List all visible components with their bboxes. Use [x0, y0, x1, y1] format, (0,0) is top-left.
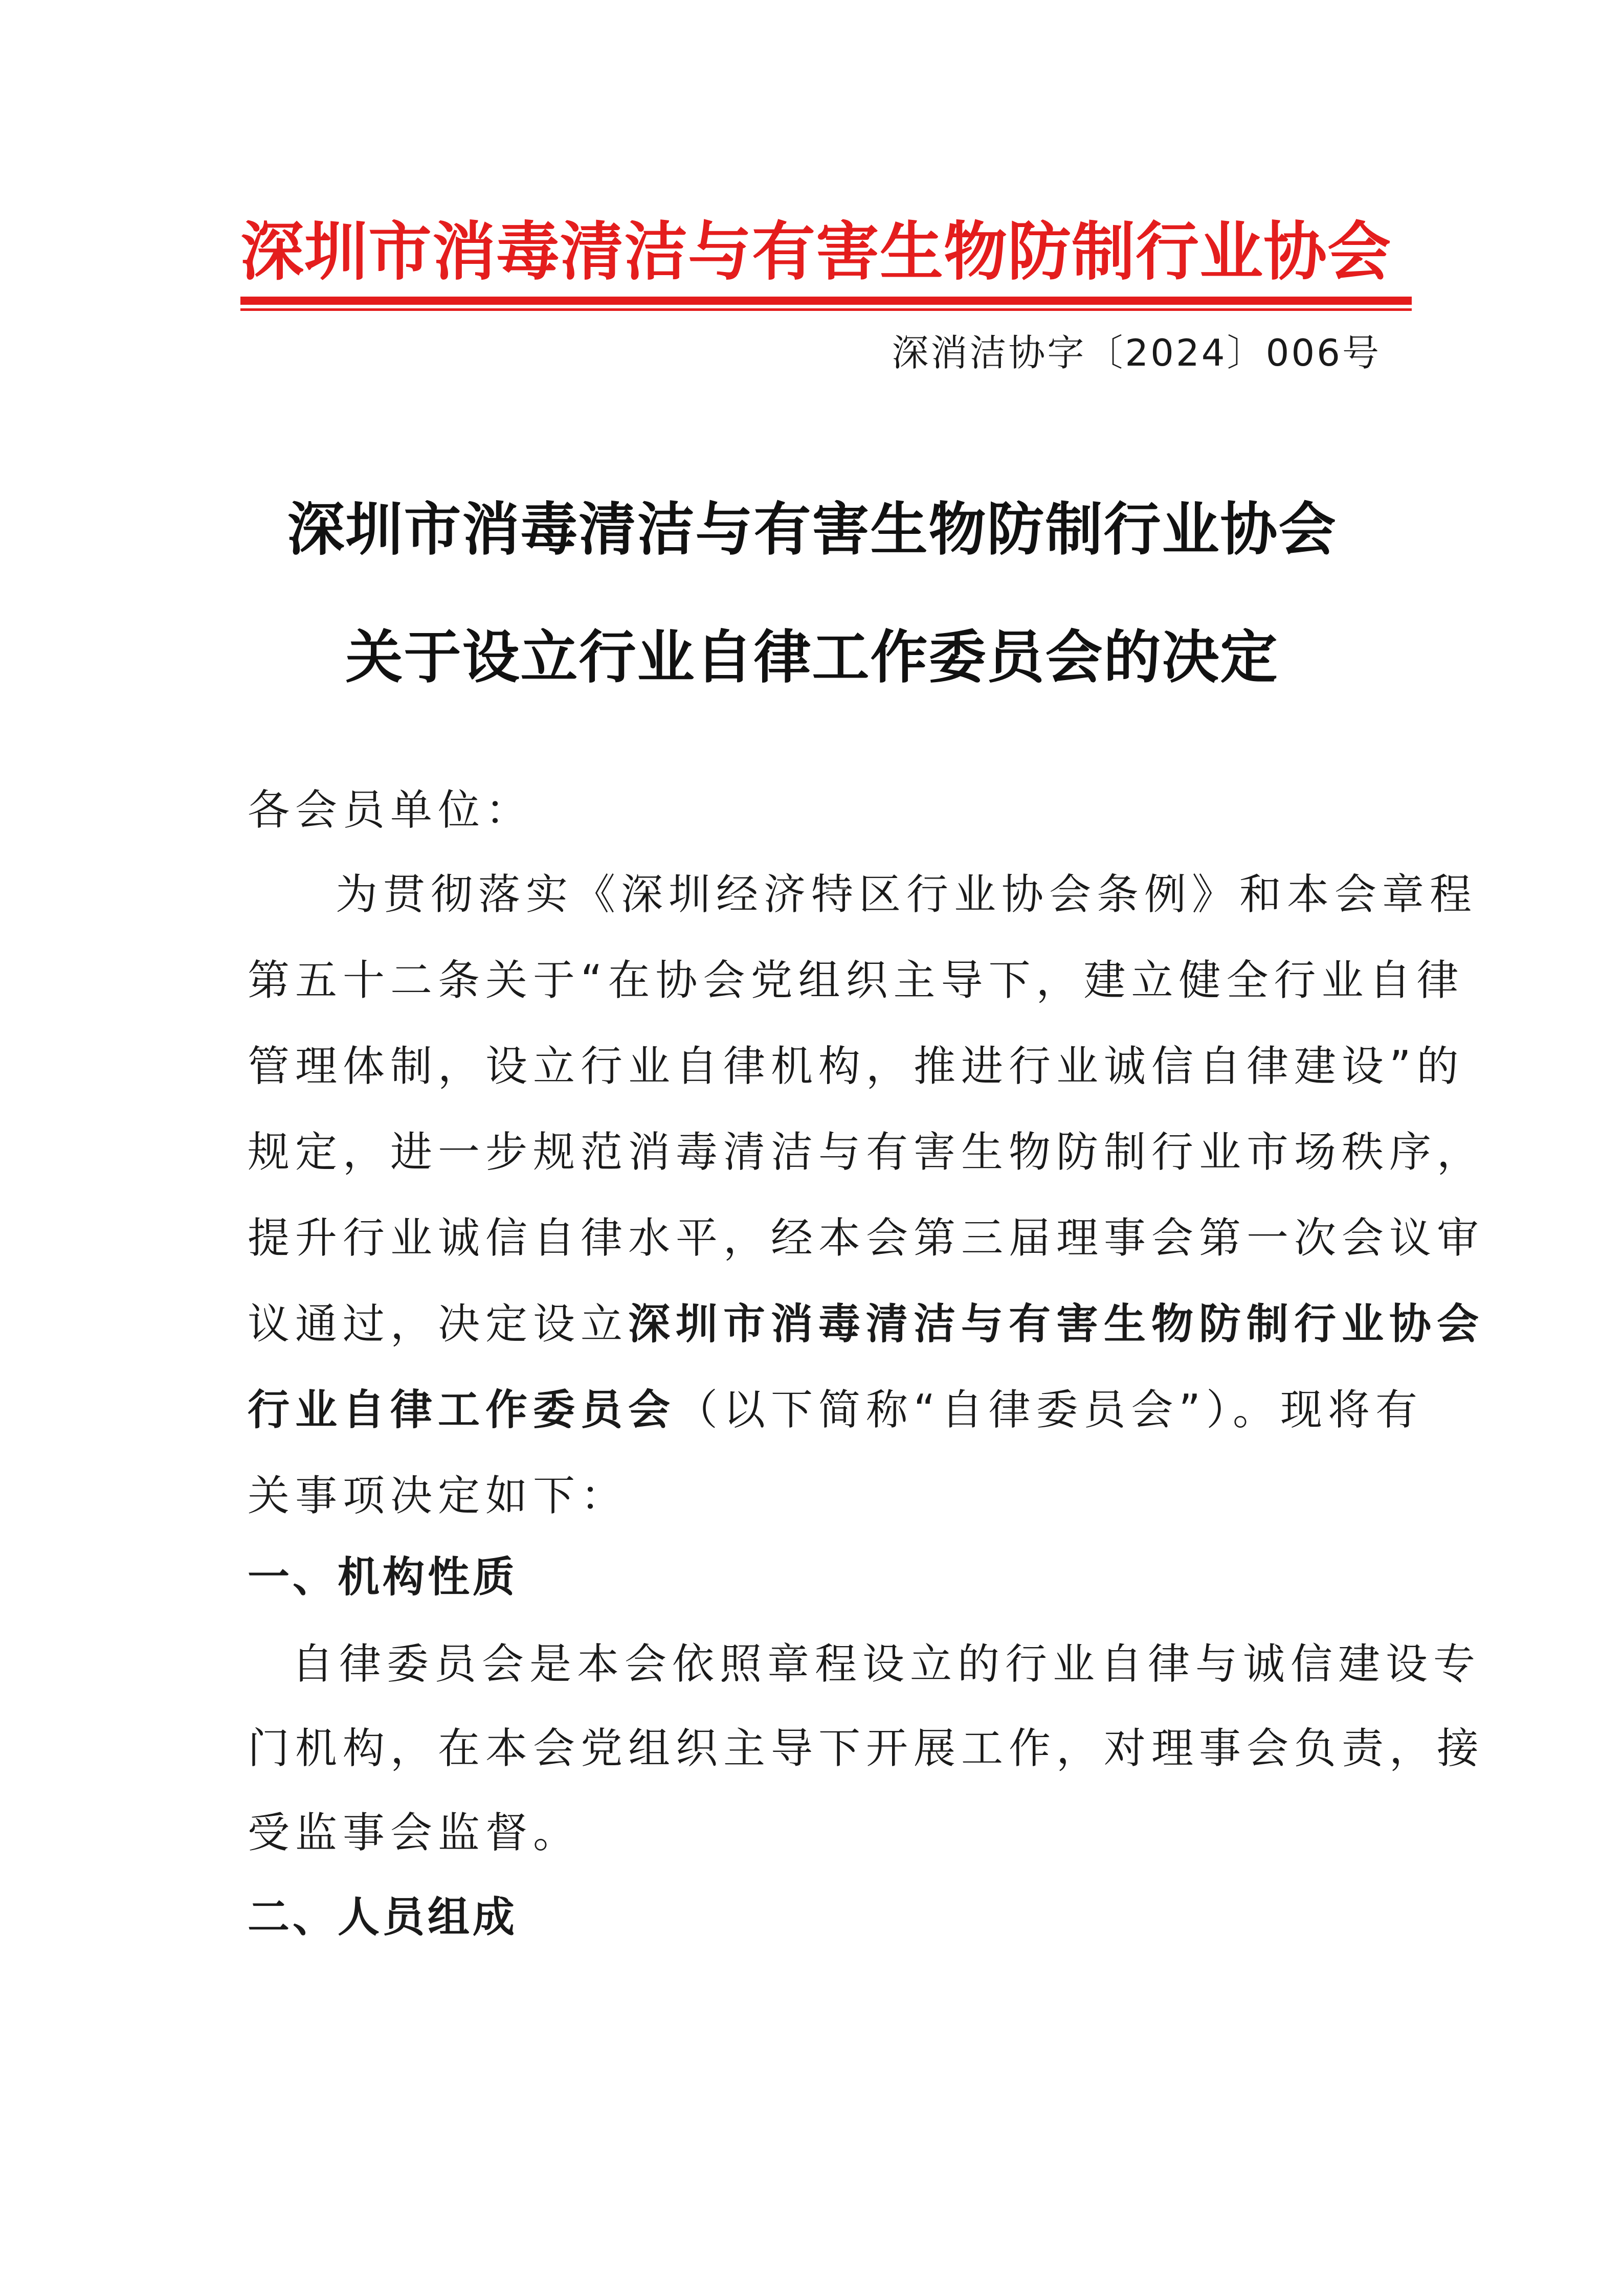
section-1-line: 受监事会监督。 [248, 1809, 581, 1857]
paragraph-1-text: （以下简称“自律委员会”）。现将有 [676, 1386, 1423, 1434]
paragraph-1-line: 第五十二条关于“在协会党组织主导下，建立健全行业自律 [248, 956, 1464, 1005]
headline-line-1: 深圳市消毒清洁与有害生物防制行业协会 [287, 496, 1337, 563]
letterhead-red-rule [240, 297, 1412, 305]
headline-line-2: 关于设立行业自律工作委员会的决定 [345, 624, 1279, 691]
salutation: 各会员单位： [248, 786, 533, 835]
letterhead-organization: 深圳市消毒清洁与有害生物防制行业协会 [240, 215, 1392, 289]
section-1-line: 门机构，在本会党组织主导下开展工作，对理事会负责，接 [248, 1724, 1485, 1773]
letterhead-red-rule-thin [240, 308, 1412, 311]
paragraph-1-line [248, 1382, 1423, 1438]
paragraph-1-line: 规定，进一步规范消毒清洁与有害生物防制行业市场秩序， [248, 1128, 1485, 1177]
paragraph-1-line: 提升行业诚信自律水平，经本会第三届理事会第一次会议审 [248, 1214, 1485, 1263]
committee-name-bold: 行业自律工作委员会 [248, 1386, 676, 1434]
paragraph-1-line: 为贯彻落实《深圳经济特区行业协会条例》和本会章程 [336, 870, 1478, 919]
paragraph-1-line: 关事项决定如下： [248, 1472, 629, 1520]
section-2-heading: 二、人员组成 [248, 1893, 518, 1942]
paragraph-1-line [248, 1296, 1485, 1353]
section-1-line: 自律委员会是本会依照章程设立的行业自律与诚信建设专 [292, 1640, 1481, 1689]
paragraph-1-line: 管理体制，设立行业自律机构，推进行业诚信自律建设”的 [248, 1042, 1464, 1091]
section-1-heading: 一、机构性质 [248, 1553, 518, 1602]
organization-name-bold: 深圳市消毒清洁与有害生物防制行业协会 [628, 1300, 1485, 1348]
paragraph-1-text: 议通过，决定设立 [248, 1300, 629, 1348]
document-number: 深消洁协字〔2024〕006号 [892, 331, 1381, 374]
